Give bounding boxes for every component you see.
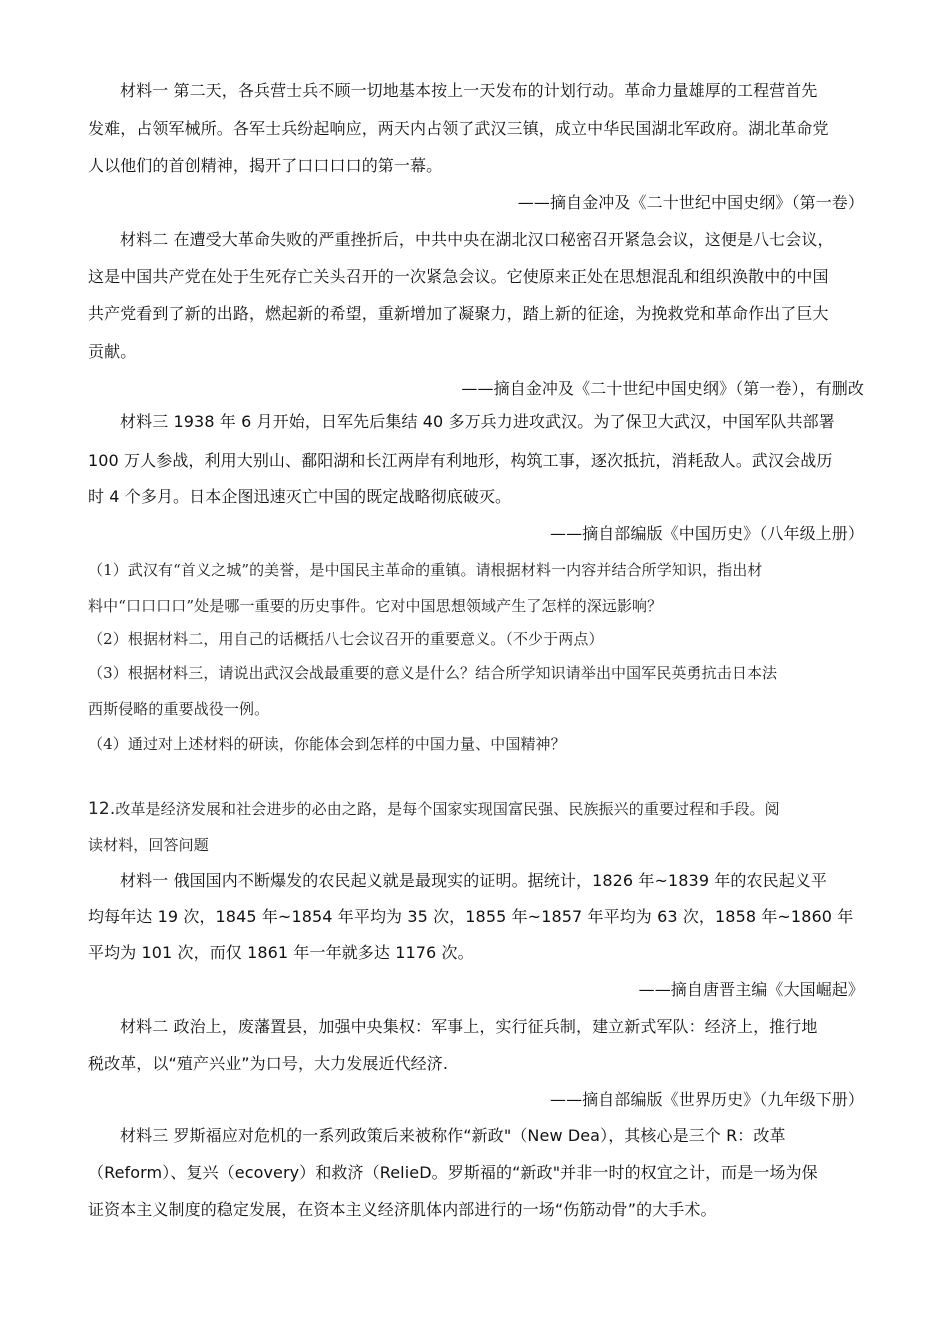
q11-question2: （2）根据材料二，用自己的话概括八七会议召开的重要意义。（不少于两点）: [88, 630, 604, 648]
q11-question3-line1: （3）根据材料三，请说出武汉会战最重要的意义是什么？结合所学知识请举出中国军民英勇抗击日本法: [88, 664, 778, 682]
q11-question3-line2: 西斯侵略的重要战役一例。: [88, 700, 270, 718]
q12-material1-line2: 均每年达 19 次，1845 年~1854 年平均为 35 次，1855 年~1857 年平均为 63 次，1858 年~1860 年: [88, 907, 854, 926]
q11-material3-source: ——摘自部编版《中国历史》（八年级上册）: [549, 524, 864, 543]
q12-material1-line3: 平均为 101 次，而仅 1861 年一年就多达 1176 次。: [88, 943, 474, 962]
q11-material1-source: ——摘自金冲及《二十世纪中国史纲》（第一卷）: [517, 193, 864, 212]
q11-material3-line3: 时 4 个多月。日本企图迅速灭亡中国的既定战略彻底破灭。: [88, 487, 512, 506]
q11-question4: （4）通过对上述材料的研读，你能体会到怎样的中国力量、中国精神？: [88, 735, 566, 753]
q12-material2-source: ——摘自部编版《世界历史》（九年级下册）: [549, 1090, 864, 1109]
q11-question1-line1: （1）武汉有“首义之城”的美誉，是中国民主革命的重镇。请根据材料一内容并结合所学知识，指出材: [88, 561, 763, 579]
q11-material3-line2: 100 万人参战，利用大别山、鄱阳湖和长江两岸有利地形，构筑工事，逐次抵抗，消耗敌人。武汉会战历: [88, 451, 833, 470]
q11-material2-line3: 共产党看到了新的出路，燃起新的希望，重新增加了凝聚力，踏上新的征途，为挽救党和革命作出了巨大: [88, 304, 829, 323]
q12-material3-line3: 证资本主义制度的稳定发展，在资本主义经济肌体内部进行的一场“伤筋动骨”的大手术。: [88, 1200, 717, 1219]
q11-material1-line2: 发难，占领军械所。各军士兵纷起响应，两天内占领了武汉三镇，成立中华民国湖北军政府。湖北革命党: [88, 119, 829, 138]
q12-material3-line1: 材料三 罗斯福应对危机的一系列政策后来被称作“新政"（New Dea），其核心是三个 R：改革: [120, 1126, 786, 1145]
q11-material1-line3: 人以他们的首创精神，揭开了口口口口的第一幕。: [88, 156, 443, 175]
q12-material2-line2: 税改革，以“殖产兴业”为口号，大力发展近代经济.: [88, 1054, 449, 1073]
q11-question1-line2: 料中“口口口口”处是哪一重要的历史事件。它对中国思想领域产生了怎样的深远影响？: [88, 597, 663, 615]
q12-stem-line1: [88, 798, 864, 820]
q12-material3-line2: （Reform）、复兴（ecovery）和救济（RelieD。罗斯福的“新政"并非一时的权宜之计，而是一场为保: [88, 1163, 818, 1182]
q11-material2-line1: 材料二 在遭受大革命失败的严重挫折后，中共中央在湖北汉口秘密召开紧急会议，这便是八七会议，: [120, 230, 834, 249]
q11-material2-line2: 这是中国共产党在处于生死存亡关头召开的一次紧急会议。它使原来正处在思想混乱和组织涣散中的中国: [88, 267, 829, 286]
q12-stem-line2: 读材料，回答问题: [88, 836, 209, 854]
q11-material2-source: ——摘自金冲及《二十世纪中国史纲》（第一卷），有删改: [461, 379, 864, 398]
q12-stem-text: 改革是经济发展和社会进步的必由之路，是每个国家实现国富民强、民族振兴的重要过程和手段。阅: [115, 800, 780, 818]
q11-material1-line1: 材料一 第二天，各兵营士兵不顾一切地基本按上一天发布的计划行动。革命力量雄厚的工程营首先: [120, 81, 818, 100]
q12-number: 12.: [88, 799, 116, 819]
q12-material1-line1: 材料一 俄国国内不断爆发的农民起义就是最现实的证明。据统计，1826 年~1839 年的农民起义平: [120, 871, 828, 890]
q12-material1-source: ——摘自唐晋主编《大国崛起》: [638, 980, 864, 999]
q12-material2-line1: 材料二 政治上，废藩置县，加强中央集权：军事上，实行征兵制，建立新式军队：经济上，推行地: [120, 1017, 818, 1036]
q11-material3-line1: 材料三 1938 年 6 月开始，日军先后集结 40 多万兵力进攻武汉。为了保卫大武汉，中国军队共部署: [120, 412, 835, 431]
q11-material2-line4: 贡献。: [88, 342, 137, 361]
